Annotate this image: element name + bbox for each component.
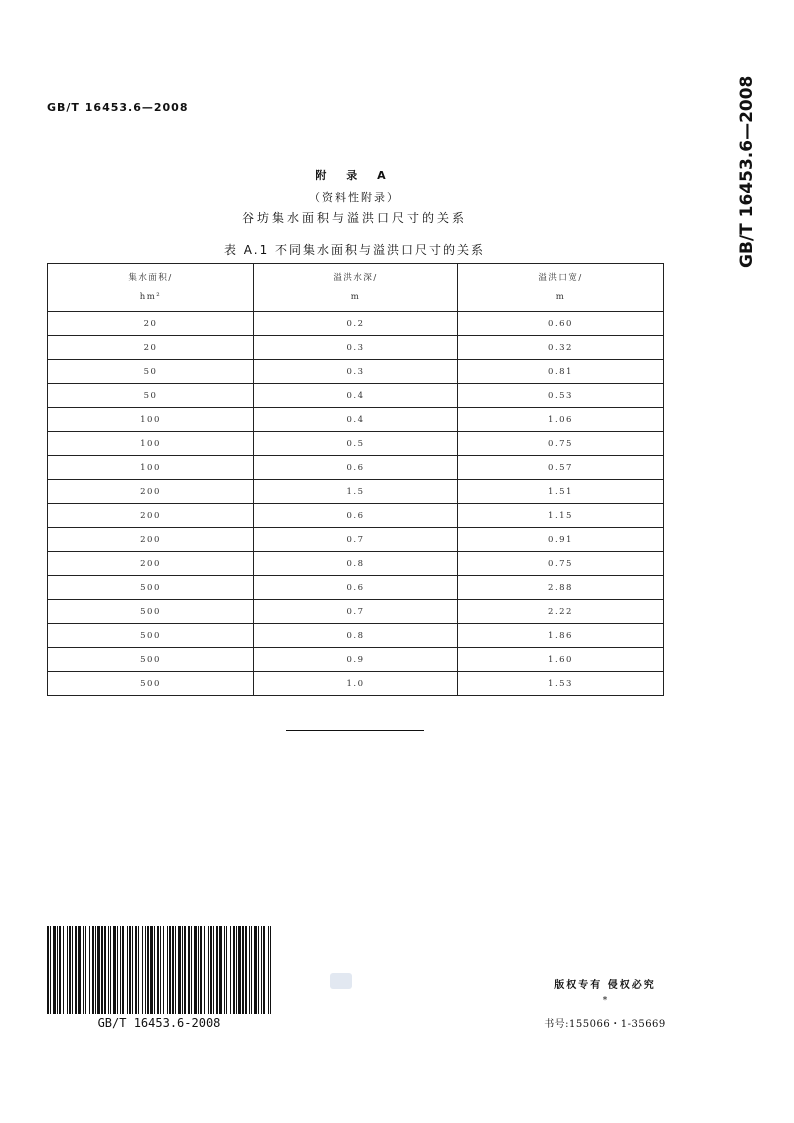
table-cell: 0.57 (458, 456, 664, 480)
end-rule (286, 730, 424, 731)
table-cell: 200 (48, 552, 254, 576)
table-cell: 500 (48, 672, 254, 696)
table-cell: 0.32 (458, 336, 664, 360)
table-cell: 0.60 (458, 312, 664, 336)
barcode-bar (53, 926, 56, 1014)
barcode-bar (184, 926, 186, 1014)
table-row (48, 504, 664, 528)
barcode-bar (138, 926, 139, 1014)
table-cell: 100 (48, 456, 254, 480)
barcode-bar (254, 926, 257, 1014)
barcode-bar (147, 926, 149, 1014)
table-cell: 0.9 (254, 648, 458, 672)
barcode-bar (59, 926, 61, 1014)
table-row (48, 360, 664, 384)
table-header-row (48, 264, 664, 312)
barcode-bar (142, 926, 143, 1014)
table-cell: 0.81 (458, 360, 664, 384)
asterisk-mark: * (602, 996, 608, 1006)
barcode-bar (270, 926, 271, 1014)
table-row (48, 408, 664, 432)
table-cell: 0.4 (254, 384, 458, 408)
barcode-bar (210, 926, 212, 1014)
table-cell: 0.75 (458, 552, 664, 576)
barcode-bar (226, 926, 227, 1014)
barcode-bar (233, 926, 235, 1014)
barcode-bar (263, 926, 265, 1014)
barcode (47, 926, 271, 1014)
table-cell: 2.22 (458, 600, 664, 624)
data-table (47, 263, 664, 696)
barcode-bar (108, 926, 109, 1014)
table-cell: 2.88 (458, 576, 664, 600)
table-cell: 0.6 (254, 504, 458, 528)
table-row (48, 552, 664, 576)
table-cell: 200 (48, 504, 254, 528)
barcode-bar (200, 926, 202, 1014)
barcode-bar (182, 926, 183, 1014)
rights-notice: 版权专有 侵权必究 (554, 980, 656, 991)
appendix-type: （资料性附录） (309, 191, 400, 204)
table-cell: 1.15 (458, 504, 664, 528)
table-row (48, 384, 664, 408)
barcode-bar (204, 926, 205, 1014)
barcode-bar (78, 926, 81, 1014)
barcode-bar (216, 926, 218, 1014)
barcode-bar (268, 926, 269, 1014)
barcode-bar (101, 926, 103, 1014)
table-cell: 0.8 (254, 552, 458, 576)
table-cell: 0.2 (254, 312, 458, 336)
barcode-bar (238, 926, 241, 1014)
table-cell: 500 (48, 624, 254, 648)
table-body (48, 312, 664, 696)
column-header-label: 集水面积/ (128, 272, 173, 283)
table-cell: 1.5 (254, 480, 458, 504)
table-cell: 200 (48, 528, 254, 552)
standard-code-header: GB/T 16453.6—2008 (47, 101, 189, 114)
table-cell: 0.4 (254, 408, 458, 432)
column-header-label: 溢洪水深/ (333, 272, 378, 283)
barcode-bar (69, 926, 71, 1014)
barcode-bar (63, 926, 64, 1014)
table-cell: 1.60 (458, 648, 664, 672)
table-cell: 20 (48, 336, 254, 360)
barcode-bar (213, 926, 214, 1014)
barcode-bar (120, 926, 121, 1014)
barcode-bar (83, 926, 84, 1014)
table-cell: 1.86 (458, 624, 664, 648)
table-cell: 500 (48, 648, 254, 672)
barcode-bar (113, 926, 116, 1014)
barcode-bar (89, 926, 90, 1014)
barcode-bar (261, 926, 262, 1014)
table-row (48, 312, 664, 336)
table-cell: 1.06 (458, 408, 664, 432)
table-cell: 1.53 (458, 672, 664, 696)
barcode-bar (95, 926, 96, 1014)
barcode-bar (208, 926, 209, 1014)
table-cell: 20 (48, 312, 254, 336)
barcode-bar (47, 926, 49, 1014)
barcode-bar (169, 926, 171, 1014)
table-row (48, 576, 664, 600)
table-cell: 100 (48, 432, 254, 456)
appendix-subject: 谷坊集水面积与溢洪口尺寸的关系 (241, 211, 467, 225)
book-number: 书号:155066・1-35669 (544, 1019, 666, 1030)
barcode-bar (72, 926, 73, 1014)
table-cell: 0.75 (458, 432, 664, 456)
table-cell: 0.3 (254, 360, 458, 384)
barcode-bar (258, 926, 259, 1014)
table-row (48, 480, 664, 504)
table-row (48, 648, 664, 672)
column-header-spillway-depth (254, 264, 458, 312)
table-row (48, 672, 664, 696)
barcode-bar (75, 926, 77, 1014)
column-header-label: 溢洪口宽/ (538, 272, 583, 283)
barcode-bar (198, 926, 199, 1014)
table-cell: 1.0 (254, 672, 458, 696)
appendix-title: 附 录 A (315, 169, 394, 182)
barcode-bar (50, 926, 51, 1014)
table-cell: 0.6 (254, 456, 458, 480)
barcode-bar (251, 926, 252, 1014)
barcode-bar (167, 926, 168, 1014)
barcode-bar (145, 926, 146, 1014)
barcode-bar (245, 926, 247, 1014)
table-cell: 50 (48, 360, 254, 384)
column-header-unit: hm² (139, 291, 162, 302)
table-row (48, 432, 664, 456)
table-cell: 0.3 (254, 336, 458, 360)
barcode-bar (157, 926, 159, 1014)
barcode-bar (117, 926, 118, 1014)
barcode-bar (160, 926, 161, 1014)
publisher-logo-icon (330, 973, 352, 989)
barcode-bar (135, 926, 137, 1014)
table-cell: 0.91 (458, 528, 664, 552)
barcode-bar (67, 926, 68, 1014)
table-row (48, 456, 664, 480)
barcode-bar (224, 926, 225, 1014)
barcode-bar (122, 926, 124, 1014)
table-row (48, 528, 664, 552)
barcode-bar (191, 926, 192, 1014)
barcode-bar (163, 926, 164, 1014)
table-cell: 50 (48, 384, 254, 408)
table-cell: 0.8 (254, 624, 458, 648)
table-row (48, 336, 664, 360)
table-cell: 0.7 (254, 600, 458, 624)
barcode-bar (85, 926, 86, 1014)
table-cell: 200 (48, 480, 254, 504)
barcode-bar (129, 926, 131, 1014)
barcode-bar (57, 926, 58, 1014)
barcode-bar (132, 926, 133, 1014)
barcode-bar (230, 926, 231, 1014)
column-header-unit: m (350, 291, 361, 302)
side-standard-code: GB/T 16453.6—2008 (737, 75, 757, 268)
table-row (48, 600, 664, 624)
column-header-catchment-area (48, 264, 254, 312)
barcode-bar (219, 926, 222, 1014)
table-cell: 0.53 (458, 384, 664, 408)
table-cell: 500 (48, 600, 254, 624)
barcode-bar (188, 926, 190, 1014)
barcode-bar (249, 926, 250, 1014)
barcode-bar (194, 926, 197, 1014)
barcode-bar (242, 926, 244, 1014)
barcode-bar (150, 926, 153, 1014)
barcode-bar (92, 926, 94, 1014)
barcode-bar (178, 926, 181, 1014)
barcode-text: GB/T 16453.6-2008 (97, 1016, 221, 1030)
table-cell: 0.5 (254, 432, 458, 456)
table-cell: 0.6 (254, 576, 458, 600)
barcode-bar (97, 926, 100, 1014)
table-cell: 500 (48, 576, 254, 600)
barcode-bar (172, 926, 174, 1014)
barcode-bar (236, 926, 237, 1014)
barcode-bar (175, 926, 176, 1014)
barcode-bar (110, 926, 111, 1014)
table-cell: 1.51 (458, 480, 664, 504)
table-row (48, 624, 664, 648)
column-header-unit: m (555, 291, 566, 302)
table-cell: 100 (48, 408, 254, 432)
column-header-spillway-width (458, 264, 664, 312)
barcode-bar (154, 926, 155, 1014)
barcode-bar (104, 926, 106, 1014)
table-cell: 0.7 (254, 528, 458, 552)
table-caption: 表 A.1 不同集水面积与溢洪口尺寸的关系 (223, 243, 486, 257)
barcode-bar (127, 926, 128, 1014)
